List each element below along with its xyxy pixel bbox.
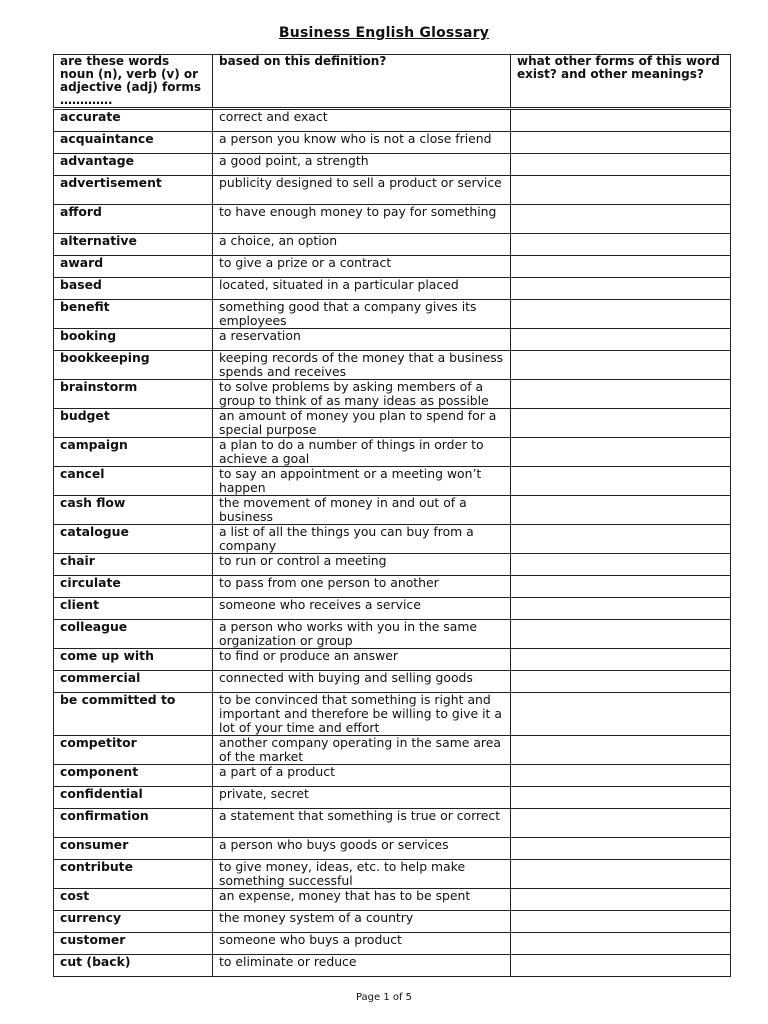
table-row	[54, 154, 731, 176]
glossary-other-forms	[511, 351, 731, 380]
glossary-definition: connected with buying and selling goods	[213, 671, 511, 693]
glossary-word: afford	[54, 205, 213, 234]
glossary-definition: an expense, money that has to be spent	[213, 889, 511, 911]
glossary-other-forms	[511, 205, 731, 234]
glossary-word: accurate	[54, 110, 213, 132]
glossary-word: advantage	[54, 154, 213, 176]
glossary-word: based	[54, 278, 213, 300]
glossary-other-forms	[511, 154, 731, 176]
glossary-other-forms	[511, 787, 731, 809]
glossary-word: benefit	[54, 300, 213, 329]
glossary-word: chair	[54, 554, 213, 576]
page-footer: Page 1 of 5	[355, 992, 413, 1003]
glossary-other-forms	[511, 554, 731, 576]
glossary-word: cost	[54, 889, 213, 911]
glossary-word: come up with	[54, 649, 213, 671]
glossary-other-forms	[511, 933, 731, 955]
table-row	[54, 525, 731, 554]
table-row	[54, 351, 731, 380]
glossary-definition: publicity designed to sell a product or service	[213, 176, 511, 205]
glossary-other-forms	[511, 860, 731, 889]
table-header-row	[54, 55, 731, 108]
table-row	[54, 838, 731, 860]
glossary-definition: to have enough money to pay for something	[213, 205, 511, 234]
table-row	[54, 409, 731, 438]
glossary-table	[53, 54, 731, 977]
glossary-word: cut (back)	[54, 955, 213, 977]
glossary-word: catalogue	[54, 525, 213, 554]
glossary-definition: a plan to do a number of things in order to achieve a goal	[213, 438, 511, 467]
table-row	[54, 329, 731, 351]
table-row	[54, 736, 731, 765]
table-row	[54, 620, 731, 649]
glossary-other-forms	[511, 736, 731, 765]
glossary-other-forms	[511, 955, 731, 977]
table-row	[54, 911, 731, 933]
table-row	[54, 496, 731, 525]
glossary-definition: a statement that something is true or correct	[213, 809, 511, 838]
table-row	[54, 860, 731, 889]
page-title: Business English Glossary	[278, 25, 490, 41]
table-row	[54, 176, 731, 205]
table-row	[54, 598, 731, 620]
table-row	[54, 649, 731, 671]
glossary-other-forms	[511, 329, 731, 351]
glossary-definition: something good that a company gives its employees	[213, 300, 511, 329]
glossary-other-forms	[511, 438, 731, 467]
glossary-definition: to find or produce an answer	[213, 649, 511, 671]
glossary-definition: to run or control a meeting	[213, 554, 511, 576]
glossary-word: cancel	[54, 467, 213, 496]
header-other-forms: what other forms of this word exist? and other meanings?	[511, 55, 731, 108]
glossary-definition: to give money, ideas, etc. to help make something successful	[213, 860, 511, 889]
glossary-word: budget	[54, 409, 213, 438]
glossary-word: confirmation	[54, 809, 213, 838]
glossary-word: circulate	[54, 576, 213, 598]
glossary-definition: a good point, a strength	[213, 154, 511, 176]
glossary-definition: correct and exact	[213, 110, 511, 132]
glossary-definition: the money system of a country	[213, 911, 511, 933]
glossary-definition: someone who buys a product	[213, 933, 511, 955]
table-row	[54, 256, 731, 278]
glossary-word: campaign	[54, 438, 213, 467]
table-row	[54, 234, 731, 256]
table-row	[54, 205, 731, 234]
glossary-definition: a list of all the things you can buy from a company	[213, 525, 511, 554]
glossary-word: consumer	[54, 838, 213, 860]
glossary-other-forms	[511, 176, 731, 205]
glossary-word: confidential	[54, 787, 213, 809]
glossary-definition: to say an appointment or a meeting won’t happen	[213, 467, 511, 496]
glossary-other-forms	[511, 110, 731, 132]
glossary-definition: another company operating in the same area of the market	[213, 736, 511, 765]
table-row	[54, 576, 731, 598]
glossary-other-forms	[511, 234, 731, 256]
glossary-other-forms	[511, 838, 731, 860]
glossary-word: be committed to	[54, 693, 213, 736]
header-definition: based on this definition?	[213, 55, 511, 108]
glossary-other-forms	[511, 598, 731, 620]
glossary-definition: someone who receives a service	[213, 598, 511, 620]
table-row	[54, 787, 731, 809]
table-row	[54, 765, 731, 787]
table-row	[54, 933, 731, 955]
glossary-definition: a person who works with you in the same organization or group	[213, 620, 511, 649]
table-row	[54, 300, 731, 329]
glossary-definition: keeping records of the money that a business spends and receives	[213, 351, 511, 380]
glossary-other-forms	[511, 671, 731, 693]
glossary-word: colleague	[54, 620, 213, 649]
glossary-other-forms	[511, 693, 731, 736]
glossary-definition: private, secret	[213, 787, 511, 809]
table-row	[54, 132, 731, 154]
table-row	[54, 380, 731, 409]
glossary-word: acquaintance	[54, 132, 213, 154]
glossary-other-forms	[511, 809, 731, 838]
glossary-definition: a choice, an option	[213, 234, 511, 256]
table-row	[54, 554, 731, 576]
glossary-other-forms	[511, 620, 731, 649]
glossary-definition: an amount of money you plan to spend for a special purpose	[213, 409, 511, 438]
glossary-word: contribute	[54, 860, 213, 889]
glossary-other-forms	[511, 132, 731, 154]
glossary-other-forms	[511, 467, 731, 496]
glossary-definition: a person you know who is not a close friend	[213, 132, 511, 154]
table-row	[54, 110, 731, 132]
glossary-other-forms	[511, 278, 731, 300]
glossary-definition: to give a prize or a contract	[213, 256, 511, 278]
glossary-other-forms	[511, 525, 731, 554]
table-row	[54, 438, 731, 467]
glossary-word: competitor	[54, 736, 213, 765]
glossary-other-forms	[511, 256, 731, 278]
glossary-definition: to eliminate or reduce	[213, 955, 511, 977]
table-row	[54, 693, 731, 736]
glossary-word: component	[54, 765, 213, 787]
glossary-word: bookkeeping	[54, 351, 213, 380]
table-row	[54, 955, 731, 977]
glossary-word: cash flow	[54, 496, 213, 525]
glossary-other-forms	[511, 496, 731, 525]
header-word-form: are these words noun (n), verb (v) or adjective (adj) forms ………….	[54, 55, 213, 108]
glossary-definition: to pass from one person to another	[213, 576, 511, 598]
glossary-other-forms	[511, 911, 731, 933]
glossary-definition: the movement of money in and out of a business	[213, 496, 511, 525]
glossary-word: customer	[54, 933, 213, 955]
glossary-definition: to be convinced that something is right and important and therefore be willing to give it a lot of your time and effort	[213, 693, 511, 736]
glossary-other-forms	[511, 576, 731, 598]
glossary-definition: located, situated in a particular placed	[213, 278, 511, 300]
glossary-definition: a part of a product	[213, 765, 511, 787]
table-row	[54, 809, 731, 838]
table-row	[54, 671, 731, 693]
glossary-other-forms	[511, 409, 731, 438]
table-row	[54, 467, 731, 496]
glossary-other-forms	[511, 765, 731, 787]
glossary-other-forms	[511, 300, 731, 329]
glossary-word: booking	[54, 329, 213, 351]
glossary-word: award	[54, 256, 213, 278]
glossary-word: client	[54, 598, 213, 620]
glossary-word: alternative	[54, 234, 213, 256]
glossary-word: advertisement	[54, 176, 213, 205]
table-row	[54, 889, 731, 911]
table-row	[54, 278, 731, 300]
glossary-definition: a reservation	[213, 329, 511, 351]
glossary-word: commercial	[54, 671, 213, 693]
glossary-other-forms	[511, 649, 731, 671]
glossary-definition: a person who buys goods or services	[213, 838, 511, 860]
glossary-word: brainstorm	[54, 380, 213, 409]
glossary-word: currency	[54, 911, 213, 933]
glossary-definition: to solve problems by asking members of a group to think of as many ideas as possible	[213, 380, 511, 409]
glossary-other-forms	[511, 380, 731, 409]
glossary-other-forms	[511, 889, 731, 911]
